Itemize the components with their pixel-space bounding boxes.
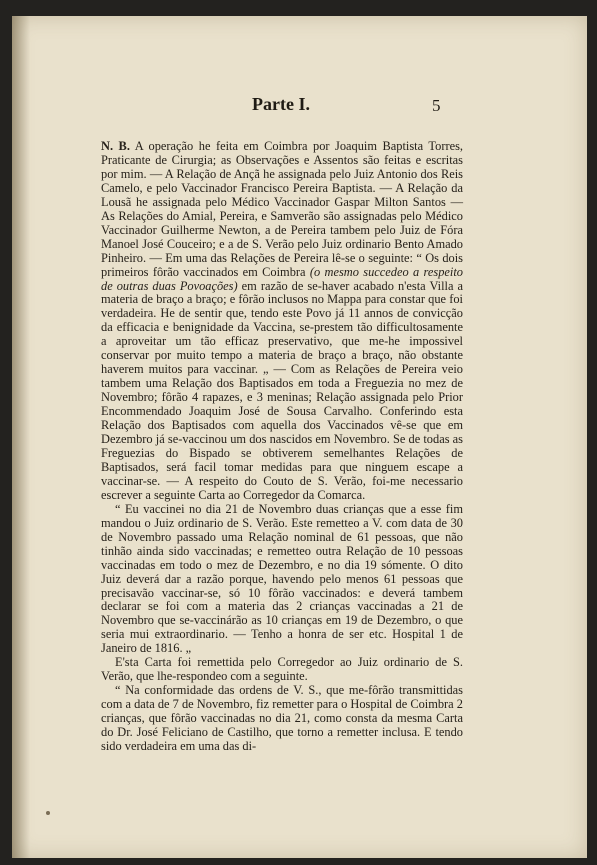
note-lead: N. B. bbox=[101, 139, 130, 153]
paragraph-remittance: E'sta Carta foi remettida pelo Corregedor ao Juiz ordinario de S. Verão, que lhe-respondeo com a seguinte. bbox=[101, 655, 463, 684]
body-text bbox=[101, 140, 463, 754]
running-head: Parte I. bbox=[252, 94, 310, 114]
note-text-part-2: em razão de se-haver acabado n'esta Villa a materia de braço a braço; e fôrão inclusos no Mappa para constar que foi verdadeira. He de sentir que, tendo este Povo já 11 annos de convicção da efficacia e benignidade da Vaccina, se-prestem tão difficultosamente a aproveitar um tão efficaz preservativo, que me-he impossivel conservar por muito tempo a materia de braço a braço, não obstante haverem muitos para vaccinar. „ — Com as Relações de Pereira veio tambem uma Relação dos Baptisados em toda a Freguezia no mez de Novembro; fôrão 4 rapazes, e 3 meninas; Relação assignada pelo Prior Encommendado Joaquim José de Sousa Carvalho. Conferindo esta Relação dos Baptisados com aquella dos Vaccinados vê-se que em Dezembro já se-vaccinou um dos nascidos em Novembro. Se de todas as Freguezias do Bispado se obtiverem semelhantes Relações de Baptisados, será facil tomar medidas para que ninguem escape a vaccinar-se. — A respeito do Couto de S. Verão, foi-me necessario escrever a seguinte Carta ao Corregedor da Comarca. bbox=[101, 278, 463, 502]
paragraph-note bbox=[101, 140, 463, 503]
page-header bbox=[12, 92, 587, 120]
note-text-part-1: A operação he feita em Coimbra por Joaquim Baptista Torres, Praticante de Cirurgia; as Observações e Assentos são feitas e escritas por mim. — A Relação de Ançã he assignada pelo Juiz Antonio dos Reis Camelo, e pelo Vaccinador Francisco Pereira Baptista. — A Relação da Lousã he assignada pelo Médico Vaccinador Gaspar Milton Santos — As Relações do Amial, Pereira, e Samverão são assignadas pelo Médico Vaccinador Guilherme Newton, a de Pereira tambem pelo Juiz de Fóra Manoel José Couceiro; e a de S. Verão pelo Juiz ordinario Bento Amado Pinheiro. — Em uma das Relações de Pereira lê-se o seguinte: “ Os dois primeiros fôrão vaccinados em Coimbra bbox=[101, 139, 463, 279]
paragraph-letter: “ Eu vaccinei no dia 21 de Novembro duas crianças que a esse fim mandou o Juiz ordinario de S. Verão. Este remetteo a V. com data de 30 de Novembro passado uma Relação nominal de 61 pessoas, que não tinhão ainda sido vaccinadas; e remetteo outra Relação de 10 pessoas vaccinadas em todo o mez de Dezembro, e no dia 19 sómente. O dito Juiz deverá dar a razão porque, havendo pelo menos 61 pessoas que precisavão vaccinar-se, só 10 fôrão vaccinados: e deverá tambem declarar se foi com a materia das 2 crianças vaccinadas a 21 de Novembro que se-vaccinárão as 10 crianças em 19 de Dezembro, o que seria mui extraordinario. — Tenho a honra de ser etc. Hospital 1 de Janeiro de 1816. „ bbox=[101, 501, 463, 656]
page-gutter-shadow bbox=[12, 16, 30, 858]
note-italic-aside: (o mesmo succedeo a respeito de outras duas Povoações) bbox=[101, 264, 463, 293]
page-number: 5 bbox=[432, 96, 441, 115]
paragraph-reply: “ Na conformidade das ordens de V. S., que me-fôrão transmittidas com a data de 7 de Novembro, fiz remetter para o Hospital de Coimbra 2 crianças, que fôrão vaccinadas no dia 21, como consta da mesma Carta do Dr. José Feliciano de Castilho, que torno a remetter inclusa. E tendo sido verdadeira em uma das di- bbox=[101, 683, 463, 753]
paper-speck bbox=[46, 811, 50, 815]
book-page bbox=[12, 16, 587, 858]
